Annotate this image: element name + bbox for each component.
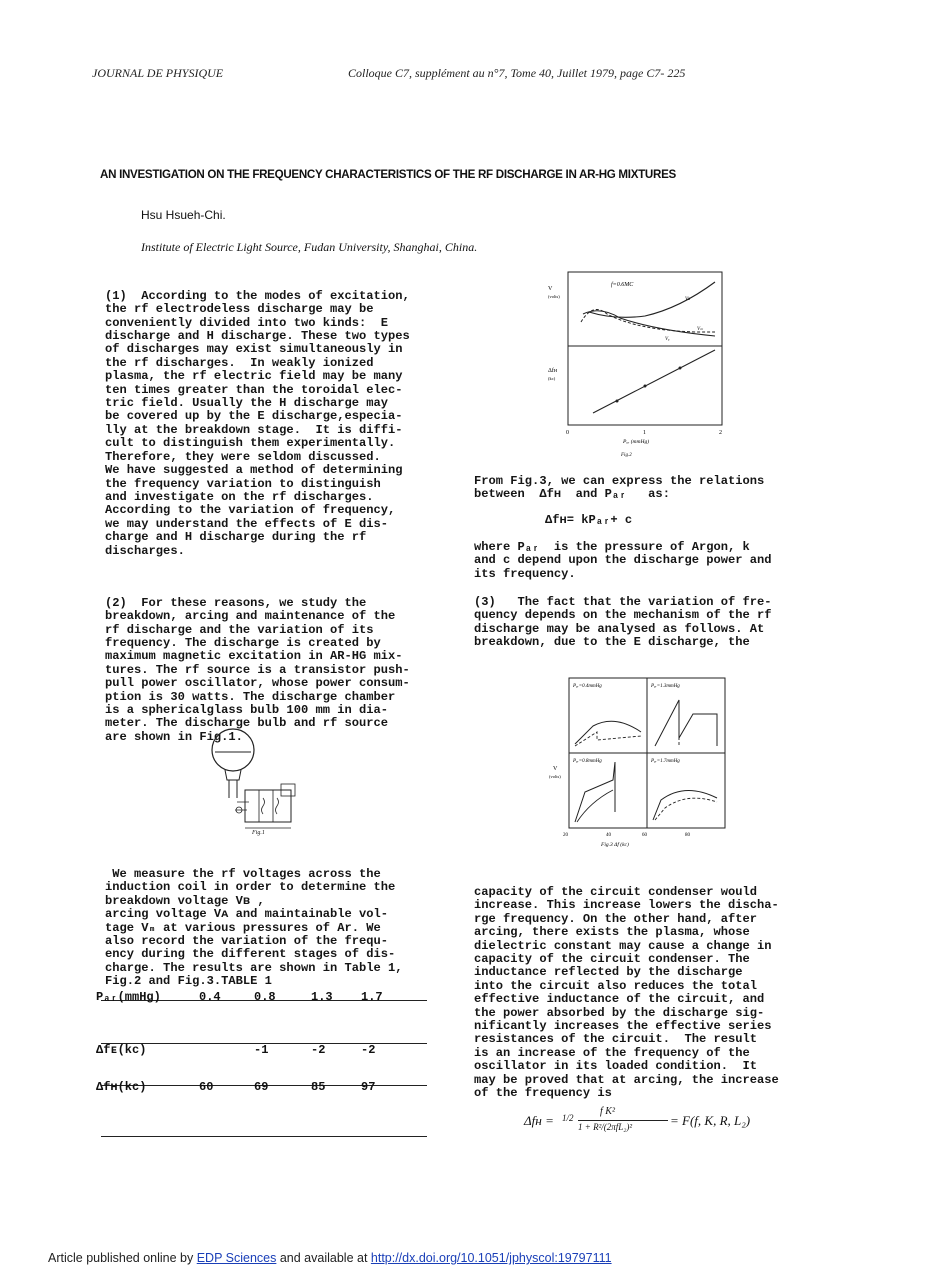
table-cell: 1.7	[361, 990, 383, 1004]
paragraph-2: (2) For these reasons, we study the breakdown, arcing and maintenance of the rf discharge and the variation of its frequency. The discharge is created by maximum magnetic excitation in AR-HG mix- tures. The rf source is a transistor push- pull power oscillator, whose power consum- ption is 30 watts. The discharge chamber is a sphericalglass bulb 100 mm in dia- meter. The discharge bulb and rf source are shown in Fig.1.	[105, 595, 410, 744]
equation-2-numerator: f K²	[600, 1106, 615, 1117]
paragraph-5: where Pₐᵣ is the pressure of Argon, k and c depend upon the discharge power and its frequency.	[474, 540, 772, 581]
table-cell	[199, 1020, 254, 1080]
table-cell: 60	[199, 1080, 214, 1094]
fig2-y-top-label: V	[548, 286, 553, 292]
table-cell: 0.4	[199, 990, 221, 1004]
fig2-curve-label: Vₐ	[665, 337, 670, 342]
fig3-panel-label: Pₐᵣ=0.8mmHg	[573, 759, 602, 764]
paper-title: AN INVESTIGATION ON THE FREQUENCY CHARACTERISTICS OF THE RF DISCHARGE IN AR-HG MIXTURES	[100, 168, 676, 181]
footer-prefix: Article published online by	[48, 1251, 197, 1265]
equation-2	[524, 1106, 784, 1136]
fig3-panel-label: Pₐᵣ=1.7mmHg	[651, 759, 680, 764]
equation-2-half: 1/2	[562, 1113, 574, 1123]
citation: Colloque C7, supplément au n°7, Tome 40, Juillet 1979, page C7- 225	[348, 66, 686, 80]
figure-1-caption: Fig.1	[252, 830, 265, 836]
table-row-label: Δfᴇ(kc)	[96, 1043, 147, 1057]
fig3-x-tick: 40	[606, 833, 611, 838]
fig3-x-tick: 80	[685, 833, 690, 838]
table-row	[96, 1080, 411, 1108]
fig2-annotation: f=0.6MC	[611, 282, 634, 288]
figure-2	[545, 268, 730, 463]
fig2-x-tick: 2	[719, 430, 722, 436]
equation-2-lhs: Δfʜ =	[524, 1113, 554, 1128]
fig2-caption: Fig.2	[621, 453, 632, 458]
equation-1: Δfʜ= kPₐᵣ+ c	[545, 513, 633, 527]
fig2-curve-label: Vₘ	[697, 327, 704, 332]
table-cell: 69	[254, 1080, 269, 1094]
fig2-y-top-unit: (volts)	[548, 294, 560, 299]
affiliation: Institute of Electric Light Source, Fudan University, Shanghai, China.	[141, 240, 478, 254]
figure-1	[205, 728, 315, 846]
figure-3	[545, 672, 735, 852]
left-column	[105, 263, 455, 770]
fig3-x-tick: 60	[642, 833, 647, 838]
table-row-label: Δfʜ(kc)	[96, 1080, 147, 1094]
equation-2-rhs: = F(f, K, R, L₂)	[670, 1113, 751, 1128]
fig3-panel-label: Pₐᵣ=1.3mmHg	[651, 684, 680, 689]
fig3-caption: Fig.3 Δf (kc)	[601, 842, 629, 848]
paragraph-6: (3) The fact that the variation of fre- quency depends on the mechanism of the rf discharge may be analysed as follows. At breakdown, due to the E discharge, the	[474, 595, 772, 650]
table-cell: 85	[311, 1080, 326, 1094]
paragraph-7: capacity of the circuit condenser would increase. This increase lowers the discha- rge frequency. On the other hand, after arcing, there exists the plasma, whose dielectric constant may cause a change in capacity of the circuit condenser. The inductance reflected by the discharge into the circuit also reduces the total effective inductance of the circuit, and the power absorbed by the discharge sig- nificantly increases the effective series resistances of the circuit. The result is an increase of the frequency of the oscillator in its loaded condition. It may be proved that at arcing, the increase of the frequency is	[474, 885, 779, 1101]
fig2-y-bottom-label: Δfʜ	[548, 368, 558, 374]
fig3-y-unit: (volts)	[549, 774, 561, 779]
equation-2-fraction-bar	[578, 1120, 668, 1121]
fig3-y-label: V	[553, 766, 558, 772]
fig2-x-tick: 0	[566, 430, 569, 436]
author: Hsu Hsueh-Chi.	[141, 208, 226, 222]
fig2-x-label: Pₐᵣ (mmHg)	[623, 439, 650, 445]
journal-name: JOURNAL DE PHYSIQUE	[92, 66, 224, 80]
table-cell: -2	[361, 1043, 376, 1057]
table-cell: -2	[311, 1043, 326, 1057]
table-cell: -1	[254, 1043, 269, 1057]
fig2-curve-label: Vʙ	[685, 297, 691, 302]
doi-link[interactable]: http://dx.doi.org/10.1051/jphyscol:19797111	[370, 1251, 612, 1265]
fig3-x-tick: 20	[563, 833, 568, 838]
table-cell: 1.3	[311, 990, 333, 1004]
table-rule-bottom	[101, 1136, 427, 1137]
table-row	[96, 990, 411, 1020]
publication-footer	[48, 1251, 612, 1265]
paragraph-1: (1) According to the modes of excitation, the rf electrodeless discharge may be conveniently divided into two kinds: E discharge and H discharge. These two types of discharges may exist simultaneously in the rf discharges. In weakly ionized plasma, the rf electric field may be many ten times greater than the toroidal elec- tric field. Usually the H discharge may be covered up by the E discharge,especia- lly at the breakdown stage. It is diffi- cult to distinguish them experimentally. Therefore, they were seldom discussed. We have suggested a method of determining the frequency variation to distinguish and investigate on the rf discharges. According to the variation of frequency, we may understand the effects of E dis- charge and H discharge during the rf discharges.	[105, 288, 410, 558]
table-row	[96, 1020, 411, 1080]
fig3-panel-label: Pₐᵣ=0.4mmHg	[573, 684, 602, 689]
paragraph-3: We measure the rf voltages across the induction coil in order to determine the breakdown voltage Vʙ , arcing voltage Vᴀ and maintainable vol- tage Vₘ at various pressures of Ar. We also record the variation of the frequ- ency during the different stages of dis- charge. The results are shown in Table 1, Fig.2 and Fig.3.TABLE 1	[105, 867, 403, 989]
equation-2-denominator: 1 + R²/(2πfL₂)²	[578, 1122, 633, 1132]
publisher-link[interactable]: EDP Sciences	[196, 1251, 277, 1265]
fig2-x-tick: 1	[643, 430, 646, 436]
fig2-y-bottom-unit: (kc)	[548, 376, 556, 381]
table-cell: 97	[361, 1080, 376, 1094]
paragraph-4: From Fig.3, we can express the relations between Δfʜ and Pₐᵣ as:	[474, 474, 765, 502]
results-table	[96, 990, 411, 1108]
table-row-label: Pₐᵣ(mmHg)	[96, 990, 161, 1004]
table-cell: 0.8	[254, 990, 276, 1004]
footer-middle: and available at	[276, 1251, 371, 1265]
